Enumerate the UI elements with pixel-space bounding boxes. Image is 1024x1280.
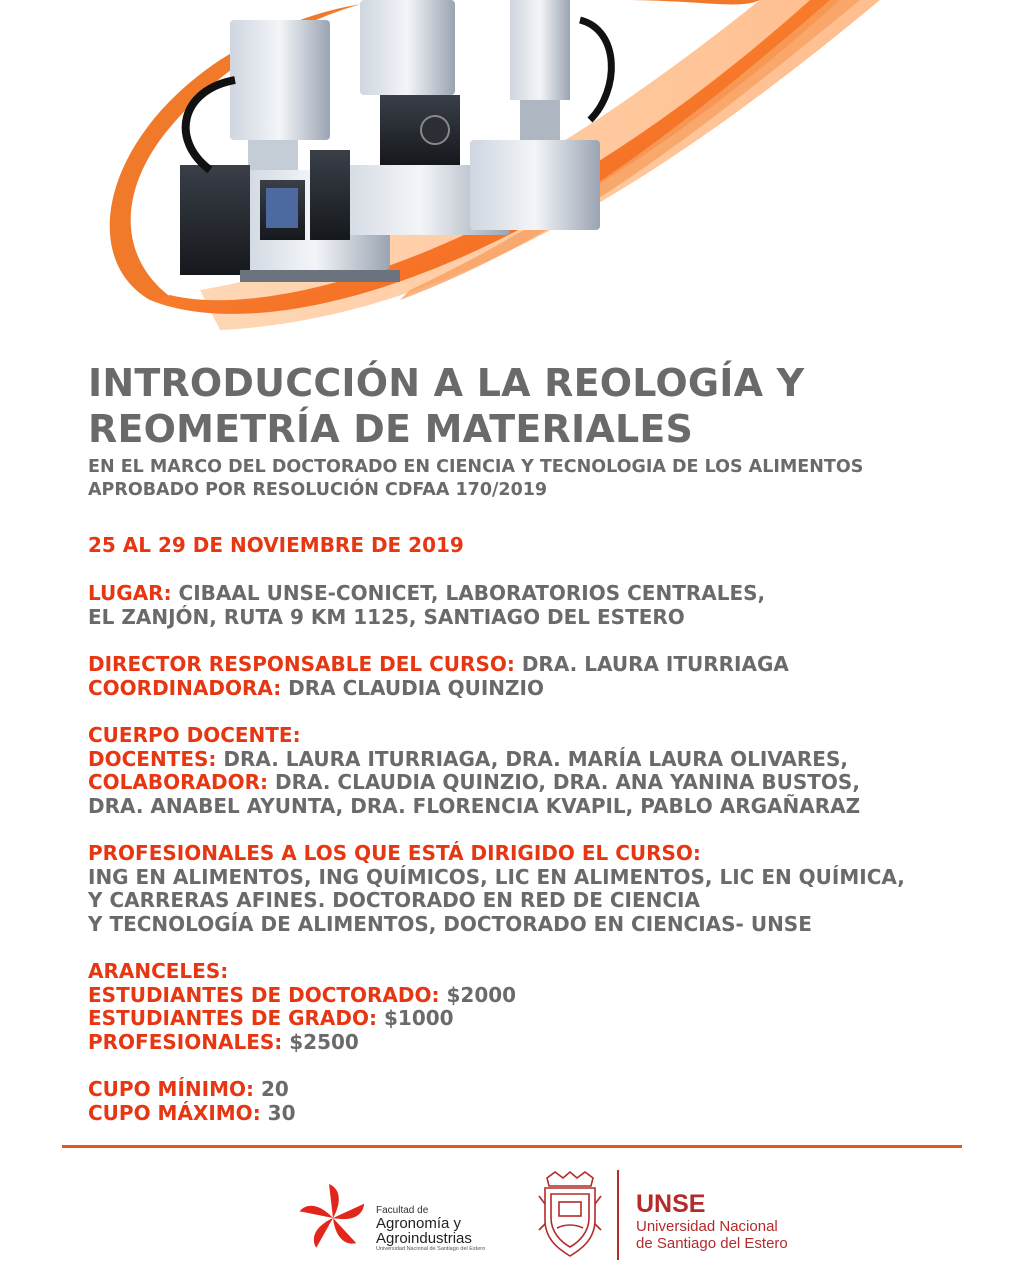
capacity-min-label: CUPO MÍNIMO: (88, 1077, 254, 1101)
fee-grade-value: $1000 (383, 1006, 454, 1030)
collaborator-value: DRA. CLAUDIA QUINZIO, DRA. ANA YANINA BUSTOS, (275, 770, 860, 794)
fees-block (88, 960, 988, 1054)
teachers-label: DOCENTES: (88, 746, 217, 771)
location-line-1: CIBAAL UNSE-CONICET, LABORATORIOS CENTRALES, (178, 581, 766, 605)
location-block (88, 582, 988, 629)
audience-block (88, 842, 988, 936)
course-info (88, 360, 988, 1125)
footer-divider (62, 1145, 962, 1148)
coordinator-value: DRA CLAUDIA QUINZIO (288, 675, 544, 700)
page-title: INTRODUCCIÓN A LA REOLOGÍA Y REOMETRÍA DE MATERIALES (88, 361, 805, 451)
collaborator-label: COLABORADOR: (88, 770, 269, 794)
capacity-max-label: CUPO MÁXIMO: (88, 1100, 261, 1125)
faculty-extra-line: DRA. ANABEL AYUNTA, DRA. FLORENCIA KVAPIL, PABLO ARGAÑARAZ (88, 793, 861, 818)
fee-professional-value: $2500 (289, 1029, 359, 1054)
location-label: LUGAR: (88, 581, 172, 605)
fee-doctorate-label: ESTUDIANTES DE DOCTORADO: (88, 982, 440, 1007)
fee-doctorate-value: $2000 (446, 982, 517, 1007)
capacity-block (88, 1078, 988, 1125)
course-dates: 25 AL 29 DE NOVIEMBRE DE 2019 (88, 533, 464, 557)
faculty-block (88, 724, 988, 818)
fee-professional-label: PROFESIONALES: (88, 1029, 283, 1054)
capacity-min-value: 20 (260, 1077, 289, 1101)
coordinator-label: COORDINADORA: (88, 675, 282, 700)
faculty-label: CUERPO DOCENTE: (88, 723, 301, 747)
teachers-value: DRA. LAURA ITURRIAGA, DRA. MARÍA LAURA OLIVARES, (223, 746, 848, 771)
university-separator (617, 1170, 619, 1260)
director-block (88, 653, 988, 700)
audience-label: PROFESIONALES A LOS QUE ESTÁ DIRIGIDO EL CURSO: (88, 841, 701, 865)
university-crest-icon (535, 1170, 605, 1260)
subtitle: EN EL MARCO DEL DOCTORADO EN CIENCIA Y TECNOLOGIA DE LOS ALIMENTOS APROBADO POR RESOLUCIÓN CDFAA 170/2019 (88, 457, 864, 500)
university-name: UNSE Universidad Nacional de Santiago del Estero (636, 1190, 788, 1252)
fees-label: ARANCELES: (88, 959, 229, 983)
audience-line-3: Y TECNOLOGÍA DE ALIMENTOS, DOCTORADO EN CIENCIAS- UNSE (88, 911, 812, 936)
audience-line-1: ING EN ALIMENTOS, ING QUÍMICOS, LIC EN ALIMENTOS, LIC EN QUÍMICA, (88, 864, 905, 889)
faculty-name: Facultad de Agronomía y Agroindustrias Universidad Nacional de Santiago del Estero (376, 1205, 486, 1252)
fee-grade-label: ESTUDIANTES DE GRADO: (88, 1006, 378, 1030)
faculty-logo-icon (293, 1178, 373, 1258)
director-label: DIRECTOR RESPONSABLE DEL CURSO: (88, 652, 515, 676)
audience-line-2: Y CARRERAS AFINES. DOCTORADO EN RED DE CIENCIA (88, 888, 700, 912)
director-value: DRA. LAURA ITURRIAGA (521, 652, 789, 676)
location-line-2: EL ZANJÓN, RUTA 9 KM 1125, SANTIAGO DEL ESTERO (88, 604, 685, 629)
hero-image (0, 0, 1024, 350)
capacity-max-value: 30 (267, 1100, 296, 1125)
